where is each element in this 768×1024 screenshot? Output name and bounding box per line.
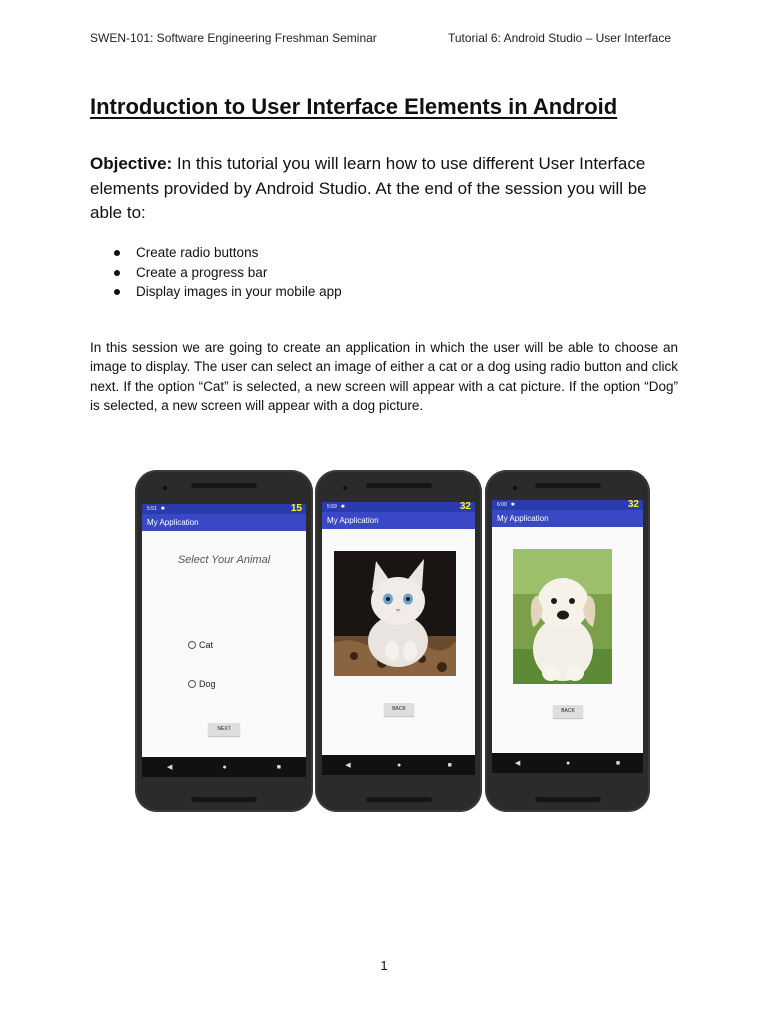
home-icon[interactable]: ● [565, 759, 571, 767]
next-button[interactable]: NEXT [208, 723, 240, 736]
battery-level: 32 [459, 502, 471, 512]
list-item: Display images in your mobile app [90, 282, 342, 302]
objective-paragraph [90, 152, 678, 226]
phone-speaker [535, 797, 601, 802]
phone-dog-screen [485, 470, 650, 812]
gear-icon: ✱ [510, 502, 515, 508]
select-animal-heading: Select Your Animal [177, 554, 271, 566]
list-item: Create a progress bar [90, 263, 342, 283]
app-bar-title: My Application [492, 510, 643, 527]
gear-icon: ✱ [160, 506, 165, 512]
list-item: Create radio buttons [90, 243, 342, 263]
home-icon[interactable]: ● [396, 761, 402, 769]
phone-screen [142, 504, 306, 777]
phone-cat-screen [315, 470, 482, 812]
gear-icon: ✱ [340, 504, 345, 510]
recents-icon[interactable]: ■ [615, 759, 621, 767]
phone-screen [492, 500, 643, 773]
phone-camera [513, 486, 517, 490]
back-icon[interactable]: ◀ [167, 764, 173, 771]
phone-speaker [191, 797, 257, 802]
status-time: 5:51 [147, 506, 157, 512]
header-course: SWEN-101: Software Engineering Freshman Seminar [90, 31, 377, 45]
radio-circle-icon [188, 680, 196, 688]
radio-dog[interactable] [188, 679, 216, 689]
recents-icon[interactable]: ■ [276, 763, 281, 771]
nav-bar [322, 755, 475, 775]
cat-photo [334, 551, 456, 676]
status-time: 6:00 [497, 502, 507, 508]
phone-speaker [535, 483, 601, 488]
header-tutorial: Tutorial 6: Android Studio – User Interface [447, 31, 671, 45]
phone-screen [322, 502, 475, 775]
app-bar-title: My Application [142, 514, 306, 531]
phone-screenshots [135, 470, 650, 812]
objective-text: In this tutorial you will learn how to use different User Interface elements provided by Android Studio. At the end of the session you will be able to: [90, 154, 647, 222]
back-button[interactable]: BACK [553, 705, 583, 718]
status-time: 5:59 [327, 504, 337, 510]
battery-level: 15 [290, 504, 302, 514]
status-bar [142, 504, 306, 514]
page-number: 1 [380, 958, 388, 973]
objective-label: Objective: [90, 154, 173, 173]
radio-label: Dog [199, 679, 216, 689]
objective-list [90, 243, 342, 302]
nav-bar [142, 757, 306, 777]
page-title: Introduction to User Interface Elements in Android [90, 94, 618, 119]
nav-bar [492, 753, 643, 773]
status-bar [492, 500, 643, 510]
back-icon[interactable]: ◀ [345, 762, 351, 769]
radio-cat[interactable] [188, 640, 213, 650]
status-bar [322, 502, 475, 512]
back-button[interactable]: BACK [384, 703, 414, 716]
radio-circle-icon [188, 641, 196, 649]
intro-paragraph: In this session we are going to create an application in which the user will be able to choose an image to display. The user can select an image of either a cat or a dog using radio button and click next. If the option “Cat” is selected, a new screen will appear with a cat picture. If the option “Dog” is selected, a new screen will appear with a dog picture. [90, 340, 678, 413]
app-bar-title: My Application [322, 512, 475, 529]
phone-speaker [191, 483, 257, 488]
phone-speaker [366, 483, 432, 488]
recents-icon[interactable]: ■ [447, 761, 452, 769]
phone-camera [163, 486, 167, 490]
phone-camera [343, 486, 347, 490]
back-icon[interactable]: ◀ [514, 760, 521, 767]
radio-label: Cat [199, 640, 214, 650]
home-icon[interactable]: ● [222, 763, 227, 771]
phone-select-screen [135, 470, 313, 812]
battery-level: 32 [627, 500, 639, 510]
phone-speaker [366, 797, 432, 802]
dog-photo [513, 549, 612, 684]
